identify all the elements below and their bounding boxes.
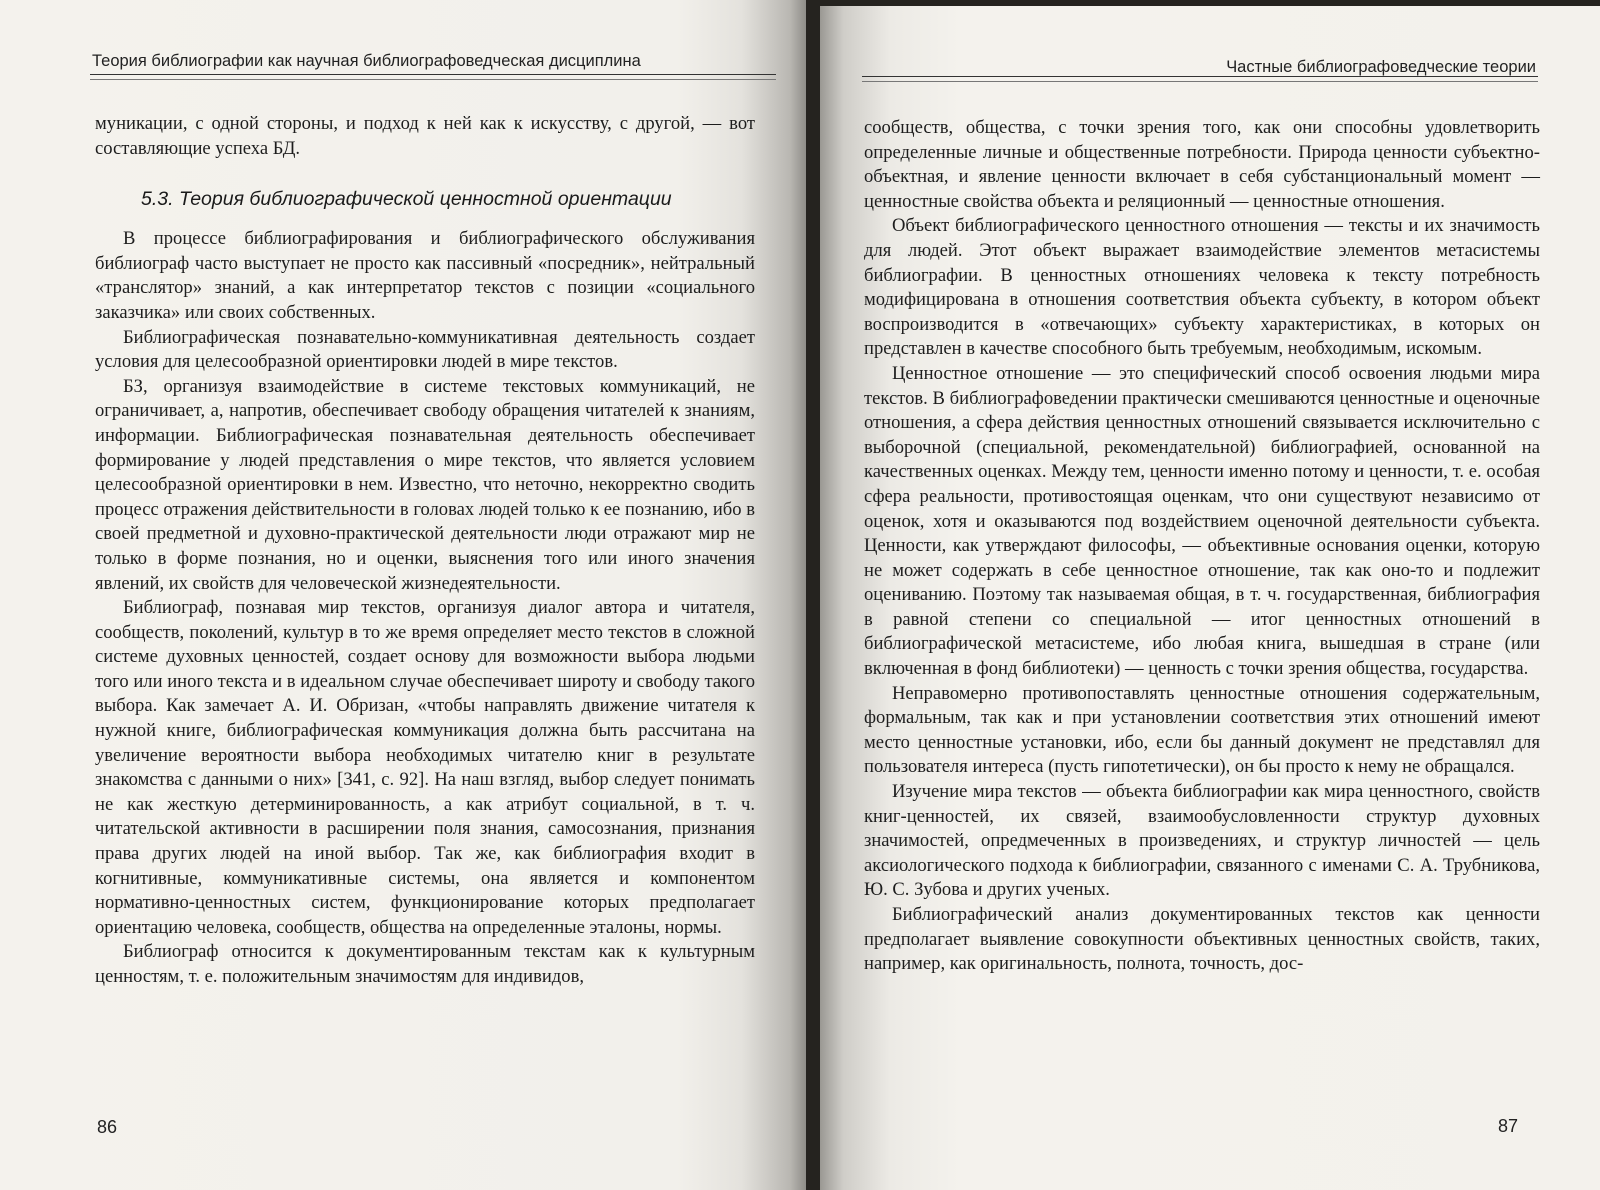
paragraph: Ценностное отношение — это специфический способ освоения людьми мира текстов. В библиографоведении практически смешиваются ценностные и оценочные отношения, а сфера действия ценностных отношений связывается исключительно с выборочной (специальной, рекомендательной) библиографией, основанной на качественных оценках. Между тем, ценности именно потому и ценности, т. е. особая сфера реальности, противостоящая оценкам, что они существуют независимо от оценок, хотя и оказываются под воздействием оценочной деятельности субъекта. Ценности, как утверждают философы, — объективные основания оценки, которую не может содержать в себе ценностное отношение, так как оно-то и подлежит оцениванию. Поэтому так называемая общая, в т. ч. государственная, библиография в равной степени со специальной — итог ценностных отношений в библиографической метасистеме, ибо любая книга, вышедшая в стране (или включенная в фонд библиотеки) — ценность с точки зрения общества, государства. — [864, 362, 1540, 680]
header-rule — [862, 76, 1538, 77]
right-page — [820, 6, 1600, 1190]
paragraph: сообществ, общества, с точки зрения того, как они способны удовлетворить определенные личные и общественные потребности. Природа ценности субъектно-объектная, и явление ценности включает в себя субстанциональный момент — ценностные свойства объекта и реляционный — ценностные отношения. — [864, 117, 1540, 212]
paragraph: муникации, с одной стороны, и подход к ней как к искусству, с другой, — вот составляющие успеха БД. — [95, 113, 755, 159]
paragraph: Объект библиографического ценностного отношения — тексты и их значимость для людей. Этот объект выражает взаимодействие элементов метасистемы библиографии. В ценностных отношениях человека к тексту потребность модифицирована в отношения соответствия объекта субъекту, в котором объект воспроизводится в «отвечающих» субъекту характеристиках, в которых он представлен в качестве способного быть требуемым, необходимым, искомым. — [864, 215, 1540, 360]
page-number: 87 — [1497, 1116, 1518, 1136]
paragraph: Библиограф, познавая мир текстов, организуя диалог автора и читателя, сообществ, поколений, культур в то же время определяет место текстов в сложной системе духовных ценностей, создает основу для возможности выбора людьми того или иного текста и в идеальном случае обеспечивает широту и свободу такого выбора. Как замечает А. И. Обризан, «чтобы направлять движение читателя к нужной книге, библиографическая коммуникация должна быть рассчитана на увеличение вероятности выбора необходимых читателю книг в результате знакомства с данными о них» [341, с. 92]. На наш взгляд, выбор следует понимать не как жесткую детерминированность, а как атрибут социальной, в т. ч. читательской активности в расширении поля знания, самосознания, признания права других людей на иной выбор. Так же, как библиография входит в когнитивные, коммуникативные системы, она является и компонентом нормативно-ценностных систем, функционирование которых предполагает ориентацию человека, сообществ, общества на определенные эталоны, нормы. — [95, 597, 755, 938]
left-running-head: Теория библиографии как научная библиографоведческая дисциплина — [92, 52, 641, 70]
page-number: 86 — [97, 1117, 118, 1137]
header-rule-secondary — [862, 81, 1538, 82]
paragraph: Изучение мира текстов — объекта библиографии как мира ценностного, свойств книг-ценностей, их связей, взаимообусловленности структур духовных значимостей, опредмеченных в произведениях, и структур личностей — цель аксиологического подхода к библиографии, связанного с именами С. А. Трубникова, Ю. С. Зубова и других ученых. — [864, 781, 1540, 901]
section-title: 5.3. Теория библиографической ценностной ориентации — [141, 188, 672, 211]
header-rule — [90, 74, 776, 75]
paragraph: В процессе библиографирования и библиографического обслуживания библиограф часто выступает не просто как пассивный «посредник», нейтральный «транслятор» знаний, а как интерпретатор текстов с позиции «социального заказчика» или своих собственных. — [95, 228, 755, 323]
paragraph: Библиограф относится к документированным текстам как к культурным ценностям, т. е. положительным значимостям для индивидов, — [95, 941, 755, 987]
header-rule-secondary — [90, 79, 776, 80]
paragraph: Библиографический анализ документированных текстов как ценности предполагает выявление совокупности объективных ценностных свойств, таких, например, как оригинальность, полнота, точность, дос- — [864, 904, 1540, 975]
paragraph: Неправомерно противопоставлять ценностные отношения содержательным, формальным, так как и при установлении соответствия этих отношений имеют место ценностные установки, ибо, если бы данный документ не представлял для пользователя интереса (пусть гипотетически), он бы просто к нему не обращался. — [864, 682, 1540, 778]
paragraph: Библиографическая познавательно-коммуникативная деятельность создает условия для целесообразной ориентировки людей в мире текстов. — [95, 326, 755, 373]
paragraph: БЗ, организуя взаимодействие в системе текстовых коммуникаций, не ограничивает, а, напротив, обеспечивает свободу обращения читателей к знаниям, информации. Библиографическая познавательная деятельность обеспечивает формирование у людей представления о мире текстов, что является условием целесообразной ориентировки в нем. Известно, что неточно, некорректно сводить процесс отражения действительности в головах людей только к ее познанию, ибо в своей предметной и духовно-практической деятельности люди отражают мир не только в форме познания, но и оценки, выяснения того или иного значения явлений, их свойств для человеческой жизнедеятельности. — [95, 375, 755, 594]
left-body-text — [95, 112, 755, 990]
right-body-text — [864, 116, 1540, 977]
right-running-head: Частные библиографоведческие теории — [1226, 58, 1536, 76]
